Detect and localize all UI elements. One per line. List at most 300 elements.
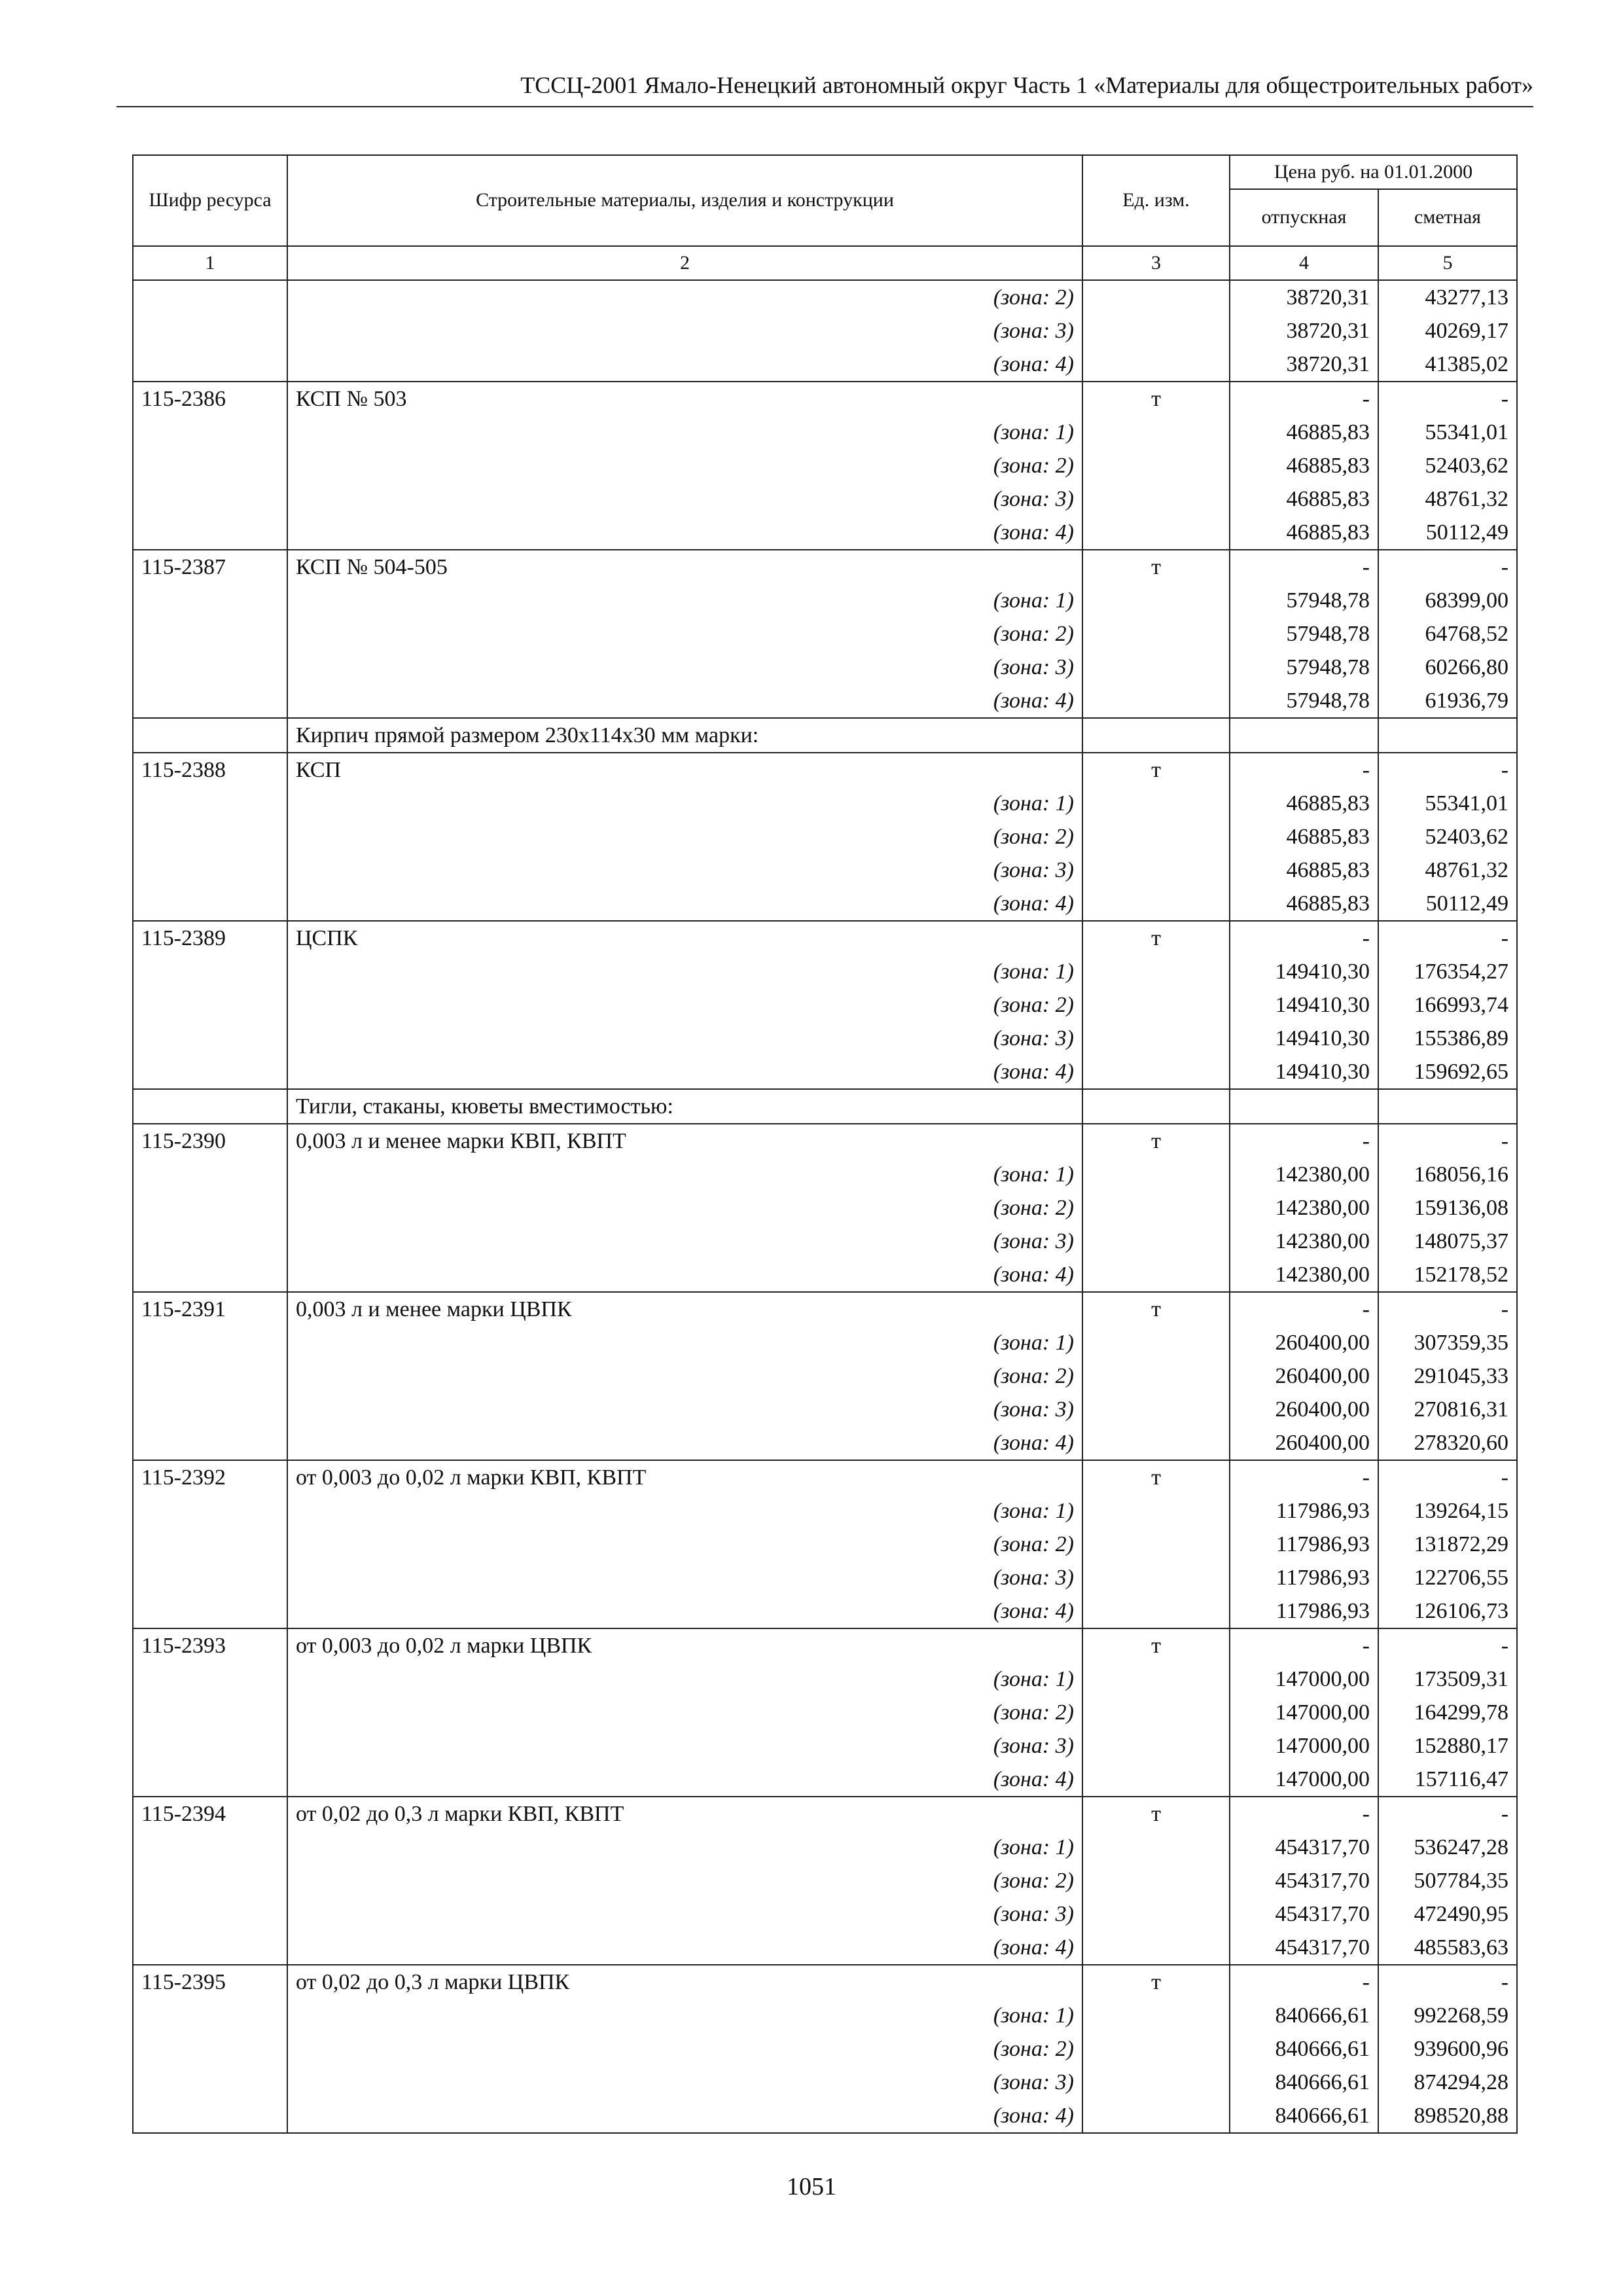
release-price-cell: 142380,00 (1230, 1258, 1378, 1292)
unit-cell: т (1082, 1965, 1230, 1999)
zone-row (133, 684, 1517, 718)
column-number: 5 (1378, 246, 1517, 280)
zone-row (133, 1158, 1517, 1191)
estimate-price-cell: 52403,62 (1378, 820, 1517, 853)
zone-row (133, 1326, 1517, 1359)
release-price-cell: 260400,00 (1230, 1359, 1378, 1393)
release-price-cell: 46885,83 (1230, 787, 1378, 820)
item-row (133, 753, 1517, 787)
resource-code-cell (133, 1561, 287, 1594)
estimate-price-cell: 50112,49 (1378, 516, 1517, 550)
unit-cell (1082, 718, 1230, 753)
zone-row (133, 1494, 1517, 1528)
table-body (133, 280, 1517, 2133)
resource-code-cell (133, 1999, 287, 2032)
unit-cell (1082, 1864, 1230, 1897)
zone-row (133, 416, 1517, 449)
estimate-price-cell: - (1378, 1124, 1517, 1158)
resource-code-cell (133, 617, 287, 651)
unit-cell (1082, 2066, 1230, 2099)
column-number: 4 (1230, 246, 1378, 280)
estimate-price-cell: - (1378, 1965, 1517, 1999)
resource-code-cell: 115-2389 (133, 921, 287, 955)
estimate-price-cell: 155386,89 (1378, 1022, 1517, 1055)
estimate-price-cell: 126106,73 (1378, 1594, 1517, 1628)
estimate-price-cell: - (1378, 1292, 1517, 1326)
estimate-price-cell: 152178,52 (1378, 1258, 1517, 1292)
release-price-cell: 117986,93 (1230, 1594, 1378, 1628)
zone-row (133, 1528, 1517, 1561)
table-header (133, 155, 1517, 280)
price-table (132, 154, 1518, 2134)
resource-code-cell (133, 1897, 287, 1931)
zone-row (133, 348, 1517, 382)
estimate-price-cell: 164299,78 (1378, 1696, 1517, 1729)
estimate-price-cell: 874294,28 (1378, 2066, 1517, 2099)
material-name-cell: от 0,003 до 0,02 л марки ЦВПК (287, 1628, 1082, 1662)
release-price-cell: 840666,61 (1230, 2066, 1378, 2099)
resource-code-cell (133, 348, 287, 382)
item-row (133, 1965, 1517, 1999)
zone-row (133, 787, 1517, 820)
unit-cell (1082, 651, 1230, 684)
material-name-cell: (зона: 4) (287, 887, 1082, 921)
release-price-cell: - (1230, 1965, 1378, 1999)
material-name-cell: Тигли, стаканы, кюветы вместимостью: (287, 1089, 1082, 1124)
estimate-price-cell: - (1378, 921, 1517, 955)
estimate-price-cell: 159692,65 (1378, 1055, 1517, 1089)
material-name-cell: (зона: 1) (287, 787, 1082, 820)
release-price-cell: 46885,83 (1230, 482, 1378, 516)
material-name-cell: (зона: 1) (287, 1999, 1082, 2032)
estimate-price-cell: - (1378, 1460, 1517, 1494)
estimate-price-cell: 68399,00 (1378, 584, 1517, 617)
material-name-cell: (зона: 3) (287, 1897, 1082, 1931)
estimate-price-cell: 131872,29 (1378, 1528, 1517, 1561)
header-rule (116, 106, 1533, 107)
release-price-cell: 46885,83 (1230, 449, 1378, 482)
resource-code-cell (133, 2099, 287, 2133)
unit-cell (1082, 449, 1230, 482)
column-header-unit: Ед. изм. (1082, 155, 1230, 246)
zone-row (133, 1729, 1517, 1763)
zone-row (133, 887, 1517, 921)
estimate-price-cell: 50112,49 (1378, 887, 1517, 921)
material-name-cell: 0,003 л и менее марки КВП, КВПТ (287, 1124, 1082, 1158)
estimate-price-cell (1378, 718, 1517, 753)
estimate-price-cell: - (1378, 1628, 1517, 1662)
unit-cell (1082, 1089, 1230, 1124)
unit-cell (1082, 1225, 1230, 1258)
resource-code-cell (133, 482, 287, 516)
item-row (133, 921, 1517, 955)
zone-row (133, 1191, 1517, 1225)
resource-code-cell (133, 314, 287, 348)
resource-code-cell (133, 787, 287, 820)
zone-row (133, 1897, 1517, 1931)
unit-cell: т (1082, 1292, 1230, 1326)
estimate-price-cell (1378, 1089, 1517, 1124)
release-price-cell: 149410,30 (1230, 955, 1378, 988)
item-row (133, 1797, 1517, 1831)
material-name-cell: (зона: 1) (287, 1831, 1082, 1864)
release-price-cell: 840666,61 (1230, 2032, 1378, 2066)
unit-cell (1082, 1594, 1230, 1628)
unit-cell (1082, 2032, 1230, 2066)
unit-cell (1082, 820, 1230, 853)
material-name-cell: (зона: 2) (287, 449, 1082, 482)
unit-cell: т (1082, 550, 1230, 584)
material-name-cell: (зона: 2) (287, 988, 1082, 1022)
estimate-price-cell: 939600,96 (1378, 2032, 1517, 2066)
release-price-cell: 38720,31 (1230, 348, 1378, 382)
resource-code-cell (133, 1191, 287, 1225)
zone-row (133, 2099, 1517, 2133)
resource-code-cell (133, 820, 287, 853)
zone-row (133, 2032, 1517, 2066)
resource-code-cell (133, 1089, 287, 1124)
running-header: ТССЦ-2001 Ямало-Ненецкий автономный округ Часть 1 «Материалы для общестроительных работ» (520, 72, 1533, 98)
resource-code-cell: 115-2388 (133, 753, 287, 787)
unit-cell (1082, 1831, 1230, 1864)
material-name-cell: (зона: 2) (287, 280, 1082, 314)
unit-cell (1082, 584, 1230, 617)
material-name-cell: (зона: 1) (287, 955, 1082, 988)
estimate-price-cell: 176354,27 (1378, 955, 1517, 988)
estimate-price-cell: 48761,32 (1378, 482, 1517, 516)
zone-row (133, 988, 1517, 1022)
material-name-cell: (зона: 2) (287, 1359, 1082, 1393)
release-price-cell: - (1230, 921, 1378, 955)
material-name-cell: (зона: 4) (287, 2099, 1082, 2133)
unit-cell (1082, 516, 1230, 550)
release-price-cell: 57948,78 (1230, 651, 1378, 684)
unit-cell (1082, 1696, 1230, 1729)
unit-cell (1082, 1494, 1230, 1528)
resource-code-cell (133, 1022, 287, 1055)
estimate-price-cell: 472490,95 (1378, 1897, 1517, 1931)
resource-code-cell (133, 1225, 287, 1258)
resource-code-cell (133, 1426, 287, 1460)
zone-row (133, 1022, 1517, 1055)
material-name-cell: (зона: 2) (287, 1191, 1082, 1225)
estimate-price-cell: 992268,59 (1378, 1999, 1517, 2032)
material-name-cell: ЦСПК (287, 921, 1082, 955)
material-name-cell: КСП № 504-505 (287, 550, 1082, 584)
material-name-cell: (зона: 1) (287, 1326, 1082, 1359)
estimate-price-cell: 270816,31 (1378, 1393, 1517, 1426)
estimate-price-cell: 55341,01 (1378, 416, 1517, 449)
zone-row (133, 820, 1517, 853)
resource-code-cell: 115-2395 (133, 1965, 287, 1999)
release-price-cell: 149410,30 (1230, 988, 1378, 1022)
estimate-price-cell: 122706,55 (1378, 1561, 1517, 1594)
material-name-cell: (зона: 4) (287, 1258, 1082, 1292)
zone-row (133, 1258, 1517, 1292)
material-name-cell: КСП № 503 (287, 382, 1082, 416)
release-price-cell: 117986,93 (1230, 1561, 1378, 1594)
unit-cell (1082, 1931, 1230, 1965)
material-name-cell: (зона: 2) (287, 1696, 1082, 1729)
resource-code-cell (133, 1662, 287, 1696)
zone-row (133, 955, 1517, 988)
release-price-cell: 260400,00 (1230, 1426, 1378, 1460)
release-price-cell (1230, 718, 1378, 753)
unit-cell: т (1082, 1460, 1230, 1494)
material-name-cell: (зона: 2) (287, 2032, 1082, 2066)
resource-code-cell (133, 1494, 287, 1528)
unit-cell (1082, 1055, 1230, 1089)
resource-code-cell (133, 2032, 287, 2066)
material-name-cell: (зона: 2) (287, 1864, 1082, 1897)
release-price-cell: 147000,00 (1230, 1763, 1378, 1797)
zone-row (133, 1696, 1517, 1729)
unit-cell: т (1082, 753, 1230, 787)
estimate-price-cell: 507784,35 (1378, 1864, 1517, 1897)
resource-code-cell (133, 718, 287, 753)
estimate-price-cell: 173509,31 (1378, 1662, 1517, 1696)
estimate-price-cell: - (1378, 382, 1517, 416)
material-name-cell: (зона: 3) (287, 482, 1082, 516)
release-price-cell: 142380,00 (1230, 1191, 1378, 1225)
zone-row (133, 1561, 1517, 1594)
section-heading-row (133, 1089, 1517, 1124)
zone-row (133, 1225, 1517, 1258)
item-row (133, 1292, 1517, 1326)
resource-code-cell (133, 1258, 287, 1292)
material-name-cell: от 0,003 до 0,02 л марки КВП, КВПТ (287, 1460, 1082, 1494)
release-price-cell: 57948,78 (1230, 617, 1378, 651)
resource-code-cell: 115-2390 (133, 1124, 287, 1158)
column-number: 3 (1082, 246, 1230, 280)
release-price-cell: 57948,78 (1230, 584, 1378, 617)
zone-row (133, 280, 1517, 314)
estimate-price-cell: - (1378, 753, 1517, 787)
estimate-price-cell: 168056,16 (1378, 1158, 1517, 1191)
material-name-cell: КСП (287, 753, 1082, 787)
release-price-cell: - (1230, 1797, 1378, 1831)
unit-cell (1082, 482, 1230, 516)
release-price-cell: - (1230, 1460, 1378, 1494)
resource-code-cell (133, 1696, 287, 1729)
unit-cell (1082, 988, 1230, 1022)
resource-code-cell (133, 853, 287, 887)
unit-cell (1082, 314, 1230, 348)
resource-code-cell: 115-2387 (133, 550, 287, 584)
material-name-cell: (зона: 1) (287, 416, 1082, 449)
estimate-price-cell: 278320,60 (1378, 1426, 1517, 1460)
release-price-cell: 46885,83 (1230, 887, 1378, 921)
zone-row (133, 314, 1517, 348)
resource-code-cell (133, 1528, 287, 1561)
resource-code-cell (133, 1594, 287, 1628)
material-name-cell: (зона: 3) (287, 651, 1082, 684)
resource-code-cell: 115-2386 (133, 382, 287, 416)
material-name-cell: (зона: 4) (287, 1055, 1082, 1089)
unit-cell (1082, 1763, 1230, 1797)
estimate-price-cell: 152880,17 (1378, 1729, 1517, 1763)
column-header-release: отпускная (1230, 189, 1378, 246)
item-row (133, 1460, 1517, 1494)
resource-code-cell (133, 416, 287, 449)
material-name-cell: (зона: 3) (287, 1022, 1082, 1055)
resource-code-cell (133, 988, 287, 1022)
estimate-price-cell: 291045,33 (1378, 1359, 1517, 1393)
estimate-price-cell: 157116,47 (1378, 1763, 1517, 1797)
material-name-cell: (зона: 2) (287, 617, 1082, 651)
resource-code-cell: 115-2393 (133, 1628, 287, 1662)
release-price-cell: 260400,00 (1230, 1393, 1378, 1426)
zone-row (133, 584, 1517, 617)
resource-code-cell (133, 1729, 287, 1763)
release-price-cell: 46885,83 (1230, 820, 1378, 853)
unit-cell: т (1082, 921, 1230, 955)
estimate-price-cell: 61936,79 (1378, 684, 1517, 718)
zone-row (133, 1831, 1517, 1864)
resource-code-cell (133, 516, 287, 550)
estimate-price-cell: 148075,37 (1378, 1225, 1517, 1258)
page-number: 1051 (787, 2173, 836, 2200)
estimate-price-cell: 55341,01 (1378, 787, 1517, 820)
column-numbers-row (133, 246, 1517, 280)
release-price-cell: 142380,00 (1230, 1225, 1378, 1258)
zone-row (133, 617, 1517, 651)
material-name-cell: (зона: 4) (287, 1426, 1082, 1460)
estimate-price-cell: 166993,74 (1378, 988, 1517, 1022)
material-name-cell: от 0,02 до 0,3 л марки КВП, КВПТ (287, 1797, 1082, 1831)
resource-code-cell (133, 1055, 287, 1089)
unit-cell: т (1082, 1628, 1230, 1662)
resource-code-cell (133, 1158, 287, 1191)
resource-code-cell (133, 1864, 287, 1897)
resource-code-cell (133, 2066, 287, 2099)
column-header-code: Шифр ресурса (133, 155, 287, 246)
unit-cell (1082, 280, 1230, 314)
resource-code-cell: 115-2394 (133, 1797, 287, 1831)
release-price-cell: - (1230, 1292, 1378, 1326)
release-price-cell: - (1230, 753, 1378, 787)
resource-code-cell (133, 1931, 287, 1965)
estimate-price-cell: 43277,13 (1378, 280, 1517, 314)
unit-cell (1082, 787, 1230, 820)
material-name-cell: от 0,02 до 0,3 л марки ЦВПК (287, 1965, 1082, 1999)
zone-row (133, 1662, 1517, 1696)
section-heading-row (133, 718, 1517, 753)
material-name-cell: (зона: 4) (287, 348, 1082, 382)
resource-code-cell: 115-2392 (133, 1460, 287, 1494)
unit-cell: т (1082, 1124, 1230, 1158)
estimate-price-cell: 307359,35 (1378, 1326, 1517, 1359)
release-price-cell: 260400,00 (1230, 1326, 1378, 1359)
release-price-cell (1230, 1089, 1378, 1124)
resource-code-cell (133, 684, 287, 718)
material-name-cell: (зона: 1) (287, 584, 1082, 617)
zone-row (133, 1763, 1517, 1797)
zone-row (133, 1864, 1517, 1897)
resource-code-cell (133, 280, 287, 314)
unit-cell (1082, 1528, 1230, 1561)
unit-cell (1082, 684, 1230, 718)
zone-row (133, 449, 1517, 482)
release-price-cell: 454317,70 (1230, 1831, 1378, 1864)
release-price-cell: 454317,70 (1230, 1864, 1378, 1897)
zone-row (133, 1594, 1517, 1628)
resource-code-cell (133, 887, 287, 921)
estimate-price-cell: 139264,15 (1378, 1494, 1517, 1528)
release-price-cell: 147000,00 (1230, 1662, 1378, 1696)
material-name-cell: (зона: 3) (287, 1393, 1082, 1426)
item-row (133, 1628, 1517, 1662)
material-name-cell: (зона: 3) (287, 1561, 1082, 1594)
release-price-cell: 142380,00 (1230, 1158, 1378, 1191)
release-price-cell: 840666,61 (1230, 1999, 1378, 2032)
resource-code-cell (133, 1763, 287, 1797)
material-name-cell: (зона: 3) (287, 2066, 1082, 2099)
release-price-cell: 149410,30 (1230, 1055, 1378, 1089)
resource-code-cell (133, 1831, 287, 1864)
estimate-price-cell: 898520,88 (1378, 2099, 1517, 2133)
unit-cell (1082, 1561, 1230, 1594)
unit-cell: т (1082, 382, 1230, 416)
release-price-cell: 46885,83 (1230, 416, 1378, 449)
material-name-cell: (зона: 4) (287, 516, 1082, 550)
unit-cell (1082, 1897, 1230, 1931)
release-price-cell: - (1230, 382, 1378, 416)
estimate-price-cell: 159136,08 (1378, 1191, 1517, 1225)
release-price-cell: 38720,31 (1230, 314, 1378, 348)
resource-code-cell (133, 1326, 287, 1359)
release-price-cell: 46885,83 (1230, 853, 1378, 887)
estimate-price-cell: 41385,02 (1378, 348, 1517, 382)
unit-cell (1082, 1022, 1230, 1055)
zone-row (133, 1393, 1517, 1426)
item-row (133, 382, 1517, 416)
resource-code-cell (133, 1359, 287, 1393)
material-name-cell: (зона: 4) (287, 1594, 1082, 1628)
material-name-cell: (зона: 4) (287, 684, 1082, 718)
zone-row (133, 651, 1517, 684)
material-name-cell: (зона: 1) (287, 1158, 1082, 1191)
unit-cell (1082, 348, 1230, 382)
release-price-cell: 454317,70 (1230, 1931, 1378, 1965)
unit-cell (1082, 1729, 1230, 1763)
column-header-price-group: Цена руб. на 01.01.2000 (1230, 155, 1517, 189)
release-price-cell: - (1230, 1628, 1378, 1662)
unit-cell (1082, 853, 1230, 887)
release-price-cell: 454317,70 (1230, 1897, 1378, 1931)
zone-row (133, 1426, 1517, 1460)
unit-cell (1082, 1393, 1230, 1426)
release-price-cell: 149410,30 (1230, 1022, 1378, 1055)
unit-cell (1082, 2099, 1230, 2133)
estimate-price-cell: 485583,63 (1378, 1931, 1517, 1965)
resource-code-cell (133, 955, 287, 988)
column-header-name: Строительные материалы, изделия и конструкции (287, 155, 1082, 246)
estimate-price-cell: 40269,17 (1378, 314, 1517, 348)
material-name-cell: (зона: 4) (287, 1931, 1082, 1965)
resource-code-cell (133, 584, 287, 617)
release-price-cell: - (1230, 1124, 1378, 1158)
estimate-price-cell: 60266,80 (1378, 651, 1517, 684)
material-name-cell: (зона: 4) (287, 1763, 1082, 1797)
material-name-cell: Кирпич прямой размером 230х114х30 мм марки: (287, 718, 1082, 753)
unit-cell (1082, 1326, 1230, 1359)
zone-row (133, 516, 1517, 550)
unit-cell (1082, 887, 1230, 921)
material-name-cell: (зона: 2) (287, 1528, 1082, 1561)
unit-cell (1082, 1258, 1230, 1292)
unit-cell (1082, 416, 1230, 449)
